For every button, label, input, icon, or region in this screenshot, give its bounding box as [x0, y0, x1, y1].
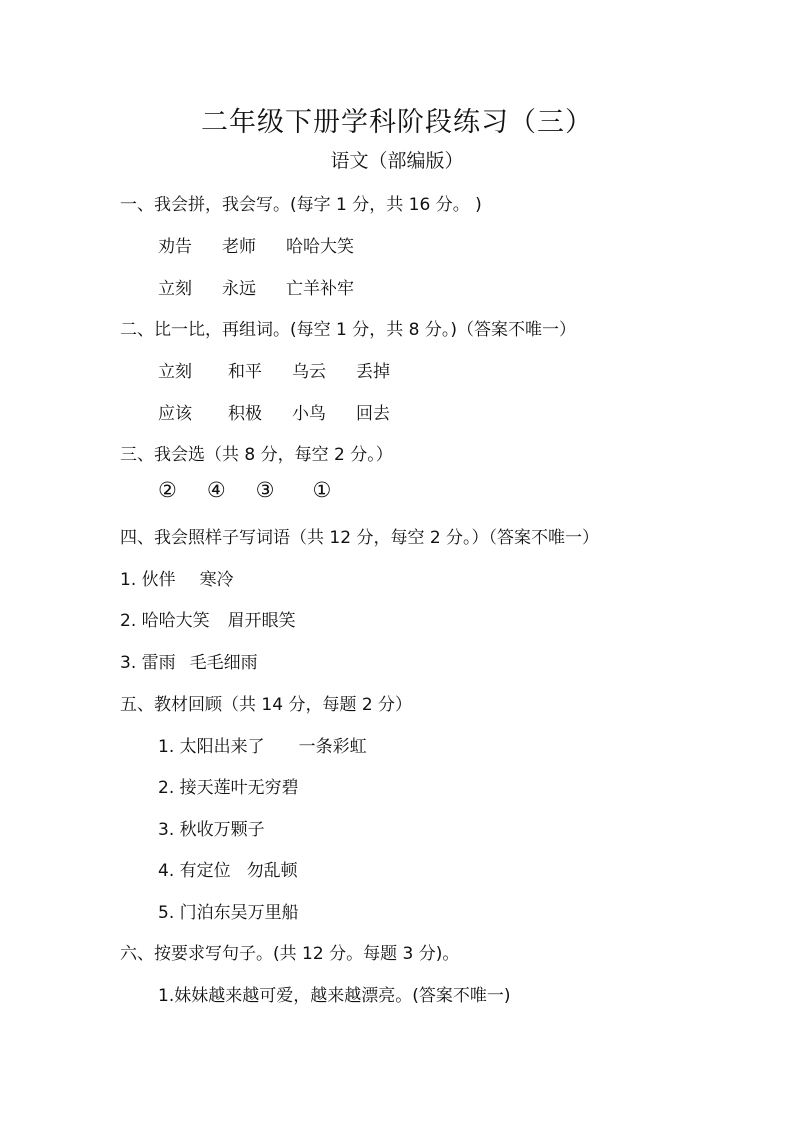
item-text: 1. 太阳出来了 — [158, 737, 265, 757]
choice-mark: ① — [312, 478, 332, 502]
section-2-row-2 — [158, 399, 420, 424]
page-title: 二年级下册学科阶段练习（三） — [201, 107, 593, 138]
item-text: 2. 哈哈大笑 — [120, 611, 210, 631]
answer-word: 小鸟 — [292, 404, 326, 424]
section-2-row-1 — [158, 357, 420, 382]
section-4-item-3 — [120, 648, 258, 673]
item-answer: 毛毛细雨 — [189, 653, 258, 673]
answer-word: 和平 — [228, 362, 262, 382]
section-5-item-4 — [158, 856, 298, 881]
section-5-item-5: 5. 门泊东吴万里船 — [158, 903, 299, 923]
choice-mark: ② — [158, 478, 177, 502]
answer-word: 哈哈大笑 — [286, 237, 354, 257]
answer-word: 立刻 — [158, 279, 192, 299]
section-1-heading: 一、我会拼，我会写。(每字 1 分，共 16 分。 ) — [120, 195, 482, 215]
answer-word: 亡羊补牢 — [286, 279, 354, 299]
section-1-row-2 — [158, 274, 384, 299]
item-answer: 眉开眼笑 — [227, 611, 296, 631]
section-4-heading: 四、我会照样子写词语（共 12 分，每空 2 分。）（答案不唯一） — [120, 528, 600, 548]
item-text: 3. 雷雨 — [120, 653, 176, 673]
section-5-item-2: 2. 接天莲叶无穷碧 — [158, 778, 299, 798]
answer-word: 劝告 — [158, 237, 192, 257]
section-6-heading: 六、按要求写句子。(共 12 分。每题 3 分)。 — [120, 944, 460, 964]
section-5-heading: 五、教材回顾（共 14 分，每题 2 分） — [120, 695, 413, 715]
section-6-item-1: 1.妹妹越来越可爱，越来越漂亮。(答案不唯一) — [158, 986, 511, 1006]
section-3-choices — [158, 478, 361, 502]
answer-word: 积极 — [228, 404, 262, 424]
answer-word: 立刻 — [158, 362, 192, 382]
answer-word: 乌云 — [292, 362, 326, 382]
section-4-item-2 — [120, 606, 296, 631]
item-answer: 勿乱顿 — [246, 861, 298, 881]
section-5-item-3: 3. 秋收万颗子 — [158, 820, 265, 840]
answer-word: 应该 — [158, 404, 192, 424]
page-subtitle: 语文（部编版） — [330, 150, 464, 172]
item-answer: 寒冷 — [199, 570, 234, 590]
section-4-item-1 — [120, 565, 234, 590]
item-text: 4. 有定位 — [158, 861, 231, 881]
choice-mark: ④ — [206, 478, 226, 502]
answer-word: 老师 — [222, 237, 256, 257]
section-1-row-1 — [158, 232, 384, 257]
item-answer: 一条彩虹 — [298, 737, 367, 757]
answer-word: 回去 — [356, 404, 390, 424]
section-5-item-1 — [158, 732, 367, 757]
section-2-heading: 二、比一比，再组词。(每空 1 分，共 8 分。)（答案不唯一） — [120, 320, 577, 340]
item-text: 1. 伙伴 — [120, 570, 176, 590]
choice-mark: ③ — [255, 478, 275, 502]
answer-word: 丢掉 — [356, 362, 390, 382]
section-3-heading: 三、我会选（共 8 分，每空 2 分。） — [120, 445, 393, 465]
answer-word: 永远 — [222, 279, 256, 299]
